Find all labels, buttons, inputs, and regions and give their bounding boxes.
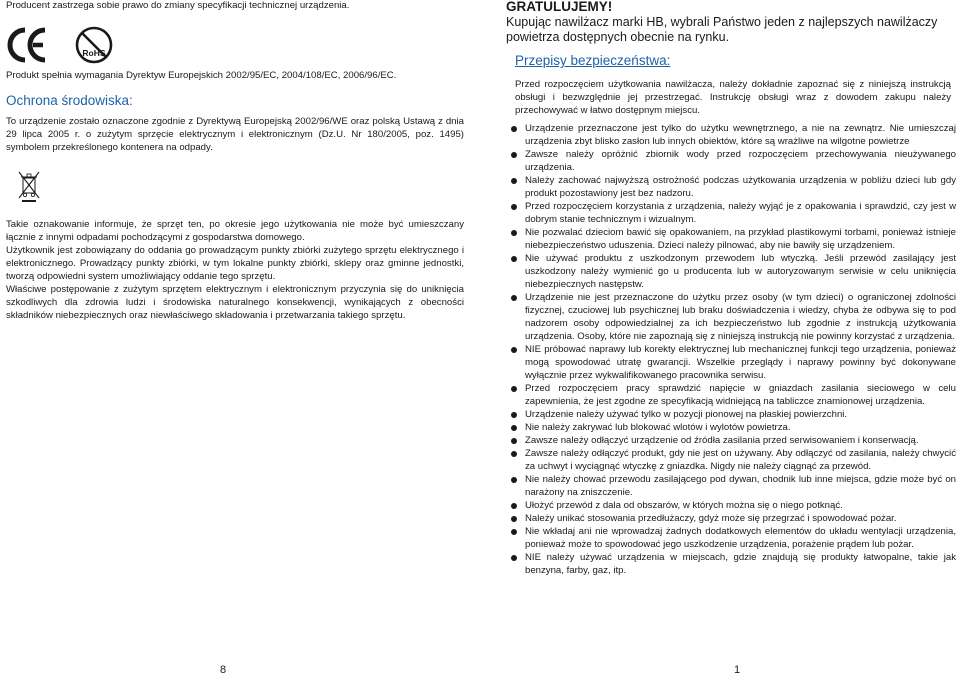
bullet-icon xyxy=(511,126,517,132)
list-item xyxy=(504,226,956,252)
list-item xyxy=(504,200,956,226)
list-item xyxy=(504,525,956,551)
bullet-icon xyxy=(511,425,517,431)
disposal-paragraph: Użytkownik jest zobowiązany do oddania go prowadzącym punkty zbiórki zużytego sprzętu elektrycznego i elektronicznego. Prowadzący punkty zbiórki, w tym lokalne punkty zbiórki, sklepy oraz gminne jednostki, tworzą odpowiedni system umożliwiający oddanie tego sprzętu. xyxy=(6,245,464,282)
bullet-icon xyxy=(511,438,517,444)
safety-bullet-list xyxy=(504,122,956,577)
page-number-left: 8 xyxy=(220,664,227,676)
intro-text: Kupując nawilżacz marki HB, wybrali Państwo jeden z najlepszych nawilżaczy powietrza dostępnych obecnie na rynku. xyxy=(506,15,938,44)
list-item-text: Zawsze należy odłączyć urządzenie od źródła zasilania przed serwisowaniem i konserwacją. xyxy=(525,435,919,446)
safety-heading: Przepisy bezpieczeństwa: xyxy=(515,53,671,68)
list-item xyxy=(504,499,956,512)
list-item xyxy=(504,122,956,148)
bullet-icon xyxy=(511,256,517,262)
page-number-right: 1 xyxy=(734,664,741,676)
ce-mark-icon xyxy=(10,30,45,60)
list-item-text: Nie należy chować przewodu zasilającego pod dywan, chodnik lub inne miejsca, gdzie może być on narażony na zniszczenie. xyxy=(525,474,956,498)
environment-text: To urządzenie zostało oznaczone zgodnie z Dyrektywą Europejską 2002/96/WE oraz polską Ustawą z dnia 29 lipca 2005 r. o zużytym sprzęcie elektrycznym i elektronicznym (Dz.U. Nr 180/2005, poz. 1495) symbolem przekreślonego kontenera na odpady. xyxy=(6,116,464,153)
list-item xyxy=(504,551,956,577)
environment-heading: Ochrona środowiska: xyxy=(6,93,133,108)
rohs-label: RoHS xyxy=(82,48,106,58)
list-item-text: Nie używać produktu z uszkodzonym przewodem lub wtyczką. Jeśli przewód zasilający jest uszkodzony należy wymienić go u producenta lub w autoryzowanym serwisie w celu uniknięcia niebezpiecznych następstw. xyxy=(525,253,956,290)
list-item xyxy=(504,291,956,343)
list-item-text: Urządzenie należy używać tylko w pozycji pionowej na płaskiej powierzchni. xyxy=(525,409,848,420)
certification-logos xyxy=(6,25,126,65)
list-item xyxy=(504,447,956,473)
bullet-icon xyxy=(511,529,517,535)
list-item xyxy=(504,512,956,525)
list-item-text: Nie należy zakrywać lub blokować wlotów i wylotów powietrza. xyxy=(525,422,791,433)
list-item xyxy=(504,473,956,499)
list-item-text: Nie wkładaj ani nie wprowadzaj żadnych dodatkowych elementów do układu wentylacji urządzenia, ponieważ może to spowodować jego uszkodzenie urządzenia, porażenie prądem lub pożar. xyxy=(525,526,956,550)
bullet-icon xyxy=(511,412,517,418)
list-item xyxy=(504,434,956,447)
bullet-icon xyxy=(511,386,517,392)
bullet-icon xyxy=(511,516,517,522)
list-item-text: Urządzenie nie jest przeznaczone do użytku przez osoby (w tym dzieci) o ograniczonej zdolności fizycznej, czuciowej lub psychicznej lub braku doświadczenia i wiedzy, chyba że odbywa się to pod nadzorem osoby odpowiedzialnej za ich bezpieczeństwo lub zgodnie z instrukcją użytkowania urządzenia. Osoby, które nie zapoznają się z niniejszą instrukcją nie powinny korzystać z urządzenia. xyxy=(525,292,956,342)
disposal-paragraph: Właściwe postępowanie z zużytym sprzętem elektrycznym i elektronicznym przyczynia się do uniknięcia szkodliwych dla zdrowia ludzi i środowiska naturalnego konsekwencji, wynikających z obecności składników niebezpiecznych oraz niewłaściwego składowania i przetwarzania takiego sprzętu. xyxy=(6,284,464,321)
list-item-text: Nie pozwalać dzieciom bawić się opakowaniem, na przykład plastikowymi torbami, ponieważ istnieje niebezpieczeństwo uduszenia. Dzieci należy pilnować, aby nie bawiły się urządzeniem. xyxy=(525,227,956,251)
bullet-icon xyxy=(511,204,517,210)
list-item-text: Urządzenie przeznaczone jest tylko do użytku wewnętrznego, a nie na zewnątrz. Nie umieszczaj urządzenia zbyt blisko zasłon lub innych obiektów, które są wrażliwe na wilgotne powietrze xyxy=(525,123,956,147)
left-page xyxy=(0,0,474,678)
bullet-icon xyxy=(511,295,517,301)
disposal-section xyxy=(6,218,464,322)
list-item-text: Należy unikać stosowania przedłużaczy, gdyż może się przegrzać i spowodować pożar. xyxy=(525,513,897,524)
crossed-out-bin-icon xyxy=(16,169,42,203)
list-item xyxy=(504,408,956,421)
list-item xyxy=(504,174,956,200)
list-item xyxy=(504,148,956,174)
disposal-paragraph: Takie oznakowanie informuje, że sprzęt ten, po okresie jego użytkowania nie może być umieszczany łącznie z innymi odpadami pochodzącymi z gospodarstwa domowego. xyxy=(6,219,464,243)
list-item-text: Przed rozpoczęciem pracy sprawdzić napięcie w gniazdach zasilania sieciowego w celu zapewnienia, że jest zgodne ze specyfikacją widniejącą na tabliczce znamionowej urządzenia. xyxy=(525,383,956,407)
bullet-icon xyxy=(511,178,517,184)
list-item-text: Należy zachować najwyższą ostrożność podczas użytkowania urządzenia w pobliżu dzieci lub gdy produkt pozostawiony jest bez nadzoru. xyxy=(525,175,956,199)
bullet-icon xyxy=(511,152,517,158)
list-item xyxy=(504,252,956,291)
spec-change-note: Producent zastrzega sobie prawo do zmiany specyfikacji technicznej urządzenia. xyxy=(6,0,350,11)
bullet-icon xyxy=(511,477,517,483)
directives-text: Produkt spełnia wymagania Dyrektyw Europejskich 2002/95/EC, 2004/108/EC, 2006/96/EC. xyxy=(6,70,397,81)
right-page xyxy=(504,0,960,678)
list-item-text: NIE należy używać urządzenia w miejscach, gdzie znajdują się produkty łatwopalne, takie jak benzyna, farby, gaz, itp. xyxy=(525,552,956,576)
bullet-icon xyxy=(511,451,517,457)
bullet-icon xyxy=(511,347,517,353)
list-item-text: Zawsze należy odłączyć produkt, gdy nie jest on używany. Aby odłączyć od zasilania, należy chwycić za uchwyt i wyciągnąć wtyczkę z gniazdka. Nigdy nie należy ciągnąć za przewód. xyxy=(525,448,956,472)
congratulations-heading: GRATULUJEMY! xyxy=(506,0,613,14)
safety-intro-text: Przed rozpoczęciem użytkowania nawilżacza, należy dokładnie zapoznać się z niniejszą instrukcją obsługi i bezwzględnie jej przestrzegać. Instrukcję obsługi wraz z dowodem zakupu należy przechowywać w łatwo dostępnym miejscu. xyxy=(515,79,951,116)
list-item xyxy=(504,421,956,434)
list-item-text: Przed rozpoczęciem korzystania z urządzenia, należy wyjąć je z opakowania i sprawdzić, czy jest w dobrym stanie technicznym i wizualnym. xyxy=(525,201,956,225)
list-item xyxy=(504,343,956,382)
list-item-text: NIE próbować naprawy lub korekty elektrycznej lub mechanicznej funkcji tego urządzenia, ponieważ mogą spowodować utratę gwarancji. Wszelkie przeglądy i naprawy powinny być dokonywane wyłącznie przez wykwalifikowanego pracownika serwisu. xyxy=(525,344,956,381)
list-item-text: Ułożyć przewód z dala od obszarów, w których można się o niego potknąć. xyxy=(525,500,843,511)
list-item xyxy=(504,382,956,408)
list-item-text: Zawsze należy opróżnić zbiornik wody przed rozpoczęciem przechowywania nieużywanego urządzenia. xyxy=(525,149,956,173)
bullet-icon xyxy=(511,555,517,561)
rohs-mark-icon xyxy=(77,28,111,62)
bullet-icon xyxy=(511,503,517,509)
bullet-icon xyxy=(511,230,517,236)
